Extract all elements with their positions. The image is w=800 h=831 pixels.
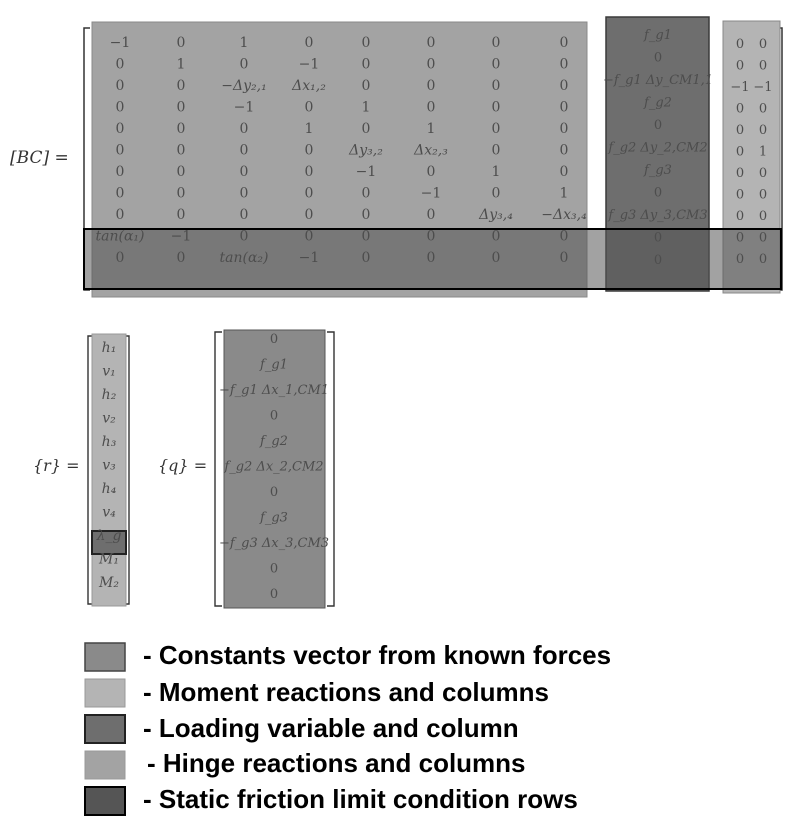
bc-cell: 1 xyxy=(361,99,371,116)
bc-cell: 0 xyxy=(176,99,186,116)
bc-cell: 0 xyxy=(559,250,569,266)
bc-moment-cell: 0 xyxy=(735,37,745,52)
q-label: {q} = xyxy=(158,456,208,475)
legend-label-loading: - Loading variable and column xyxy=(143,713,519,743)
legend-swatch-hinge xyxy=(85,751,125,779)
bc-cell: 0 xyxy=(559,228,569,245)
bc-loading-cell: 0 xyxy=(653,118,663,133)
bc-cell: 0 xyxy=(559,99,569,116)
bc-moment-cell: −1 xyxy=(730,80,750,95)
bc-loading-cell: f_g1 xyxy=(644,28,672,43)
bc-cell: 1 xyxy=(239,35,249,51)
bc-moment-cell: −1 xyxy=(753,80,773,95)
bc-cell: 0 xyxy=(491,228,501,245)
bc-cell: 0 xyxy=(559,142,569,159)
bc-moment-cell: 0 xyxy=(735,144,745,160)
bc-moment-cell: 0 xyxy=(758,123,768,138)
bc-cell: 1 xyxy=(426,121,436,137)
bc-cell: 0 xyxy=(491,121,501,137)
bc-cell: −1 xyxy=(355,164,377,180)
bc-cell: 0 xyxy=(426,228,436,245)
q-entry: −f_g1 Δx_1,CM1 xyxy=(218,383,330,398)
bc-cell: −1 xyxy=(298,250,320,266)
bc-cell: 0 xyxy=(115,185,125,202)
bc-cell: 0 xyxy=(239,56,249,73)
r-entry: h₃ xyxy=(101,434,117,450)
r-entry: h₄ xyxy=(101,481,117,497)
bc-moment-cell: 0 xyxy=(758,209,768,224)
r-entry: v₄ xyxy=(102,504,116,521)
q-entry: 0 xyxy=(269,332,279,347)
bc-moment-cell: 0 xyxy=(758,252,768,267)
bc-cell: 0 xyxy=(239,142,249,159)
bc-cell: 0 xyxy=(426,99,436,116)
legend-swatch-constants xyxy=(85,643,125,671)
bc-cell: 0 xyxy=(176,142,186,159)
bc-cell: 0 xyxy=(115,99,125,116)
q-entry: 0 xyxy=(269,587,279,602)
bc-cell: 0 xyxy=(491,78,501,94)
legend-label-moment: - Moment reactions and columns xyxy=(143,677,549,707)
bc-cell: 0 xyxy=(239,121,249,137)
bc-cell: 0 xyxy=(559,164,569,180)
bc-cell: 0 xyxy=(239,185,249,202)
bc-cell: 0 xyxy=(304,185,314,202)
bc-loading-cell: f_g2 Δy_2,CM2 xyxy=(608,140,708,156)
bc-cell: 0 xyxy=(115,121,125,137)
bc-loading-cell: 0 xyxy=(653,50,663,66)
bc-cell: 0 xyxy=(239,228,249,245)
bc-cell: 0 xyxy=(239,207,249,223)
bc-cell: −1 xyxy=(170,228,192,245)
bc-cell: 0 xyxy=(115,207,125,223)
r-vector xyxy=(33,334,129,606)
bc-moment-cell: 0 xyxy=(735,252,745,267)
r-entry: h₁ xyxy=(101,340,117,356)
bc-moment-cell: 0 xyxy=(735,230,745,246)
bc-cell: 0 xyxy=(426,164,436,180)
bc-loading-cell: −f_g1 Δy_CM1,1 xyxy=(602,73,714,88)
bc-cell: −Δx₃,₄ xyxy=(541,207,587,223)
bc-cell: 0 xyxy=(559,121,569,137)
bc-cell: 0 xyxy=(559,78,569,94)
bc-moment-cell: 0 xyxy=(735,166,745,181)
q-entry: −f_g3 Δx_3,CM3 xyxy=(218,536,330,551)
bc-loading-cell: 0 xyxy=(653,253,663,268)
bc-moment-cell: 0 xyxy=(735,209,745,224)
bc-cell: 0 xyxy=(361,56,371,73)
bc-moment-cell: 1 xyxy=(758,144,768,160)
bc-cell: 0 xyxy=(491,99,501,116)
bc-cell: 0 xyxy=(176,207,186,223)
bc-loading-cell: 0 xyxy=(653,185,663,201)
q-right-bracket xyxy=(327,332,334,606)
bc-cell: 0 xyxy=(426,207,436,223)
bc-cell: 0 xyxy=(491,250,501,266)
bc-moment-cell: 0 xyxy=(735,123,745,138)
bc-loading-cell: f_g2 xyxy=(644,95,672,111)
bc-cell: 0 xyxy=(491,56,501,73)
legend-swatch-loading xyxy=(85,715,125,743)
bc-cell: 0 xyxy=(304,99,314,116)
bc-cell: 1 xyxy=(491,164,501,180)
bc-label: [BC] = xyxy=(10,148,69,168)
r-entry: M₂ xyxy=(99,575,119,591)
bc-cell: 0 xyxy=(176,121,186,137)
bc-cell: −1 xyxy=(420,185,442,202)
q-entry: 0 xyxy=(269,561,279,577)
bc-loading-cell: f_g3 Δy_3,CM3 xyxy=(608,208,708,223)
bc-cell: 0 xyxy=(426,56,436,73)
bc-moment-cell: 0 xyxy=(735,187,745,203)
bc-moment-cell: 0 xyxy=(758,58,768,74)
bc-cell: 0 xyxy=(115,78,125,94)
bc-cell: 0 xyxy=(361,250,371,266)
bc-cell: 0 xyxy=(176,78,186,94)
bc-cell: 0 xyxy=(176,164,186,180)
legend xyxy=(85,640,611,815)
bc-moment-cell: 0 xyxy=(758,187,768,203)
bc-moment-cell: 0 xyxy=(758,101,768,117)
legend-swatch-friction xyxy=(85,787,125,815)
r-entry: λ_g xyxy=(96,528,122,544)
r-entry: M₁ xyxy=(99,551,119,568)
legend-label-friction: - Static friction limit condition rows xyxy=(143,784,578,814)
bc-cell: Δy₃,₄ xyxy=(479,207,513,223)
bc-loading-cell: f_g3 xyxy=(644,163,672,178)
bc-cell: 0 xyxy=(115,164,125,180)
bc-loading-cell: 0 xyxy=(653,230,663,246)
q-vector xyxy=(158,330,334,608)
legend-swatch-moment xyxy=(85,679,125,707)
bc-cell: 0 xyxy=(491,35,501,51)
bc-cell: Δy₃,₂ xyxy=(349,142,383,159)
bc-moment-cell: 0 xyxy=(758,37,768,52)
q-entry: 0 xyxy=(269,485,279,500)
bc-cell: 0 xyxy=(491,142,501,159)
bc-cell: 0 xyxy=(304,228,314,245)
bc-cell: 0 xyxy=(361,228,371,245)
bc-moment-cell: 0 xyxy=(758,230,768,246)
bc-cell: 0 xyxy=(361,185,371,202)
q-left-bracket xyxy=(215,332,222,606)
bc-moment-cell: 0 xyxy=(735,58,745,74)
bc-cell: 0 xyxy=(426,78,436,94)
bc-cell: 0 xyxy=(361,78,371,94)
bc-cell: 1 xyxy=(176,56,186,73)
bc-cell: 0 xyxy=(115,250,125,266)
bc-cell: 0 xyxy=(304,142,314,159)
bc-cell: −1 xyxy=(233,99,255,116)
r-entry: v₂ xyxy=(102,410,116,427)
r-entry: v₁ xyxy=(102,363,116,380)
bc-cell: 0 xyxy=(239,164,249,180)
bc-cell: Δx₂,₃ xyxy=(414,142,448,159)
bc-cell: 0 xyxy=(176,35,186,51)
legend-label-hinge: - Hinge reactions and columns xyxy=(147,748,526,778)
bc-cell: 0 xyxy=(361,35,371,51)
bc-cell: 0 xyxy=(304,207,314,223)
bc-moment-cell: 0 xyxy=(758,166,768,181)
q-entry: f_g3 xyxy=(260,510,288,526)
legend-label-constants: - Constants vector from known forces xyxy=(143,640,612,670)
q-entry: f_g1 xyxy=(260,357,288,373)
bc-cell: 0 xyxy=(176,250,186,266)
bc-cell: 0 xyxy=(361,121,371,137)
bc-cell: tan(α₂) xyxy=(219,250,269,266)
bc-moment-cell: 0 xyxy=(735,101,745,117)
bc-cell: 0 xyxy=(559,56,569,73)
bc-cell: −1 xyxy=(298,56,320,73)
bc-cell: 0 xyxy=(176,185,186,202)
bc-cell: Δx₁,₂ xyxy=(292,78,326,94)
q-entry: f_g2 Δx_2,CM2 xyxy=(224,459,324,475)
r-entry: h₂ xyxy=(101,387,117,403)
bc-cell: 0 xyxy=(426,35,436,51)
r-label: {r} = xyxy=(33,456,80,475)
bc-cell: 1 xyxy=(304,121,314,137)
bc-cell: 0 xyxy=(304,164,314,180)
bc-cell: −Δy₂,₁ xyxy=(221,78,267,94)
bc-cell: 0 xyxy=(115,56,125,73)
bc-cell: 0 xyxy=(491,185,501,202)
bc-cell: tan(α₁) xyxy=(95,228,145,245)
bc-cell: 1 xyxy=(559,185,569,202)
q-entry: 0 xyxy=(269,408,279,424)
bc-cell: −1 xyxy=(109,35,131,51)
bc-cell: 0 xyxy=(361,207,371,223)
bc-cell: 0 xyxy=(559,35,569,51)
bc-cell: 0 xyxy=(115,142,125,159)
bc-matrix xyxy=(10,17,782,297)
bc-cell: 0 xyxy=(304,35,314,51)
bc-cell: 0 xyxy=(426,250,436,266)
q-entry: f_g2 xyxy=(260,434,288,449)
r-entry: v₃ xyxy=(102,457,116,474)
